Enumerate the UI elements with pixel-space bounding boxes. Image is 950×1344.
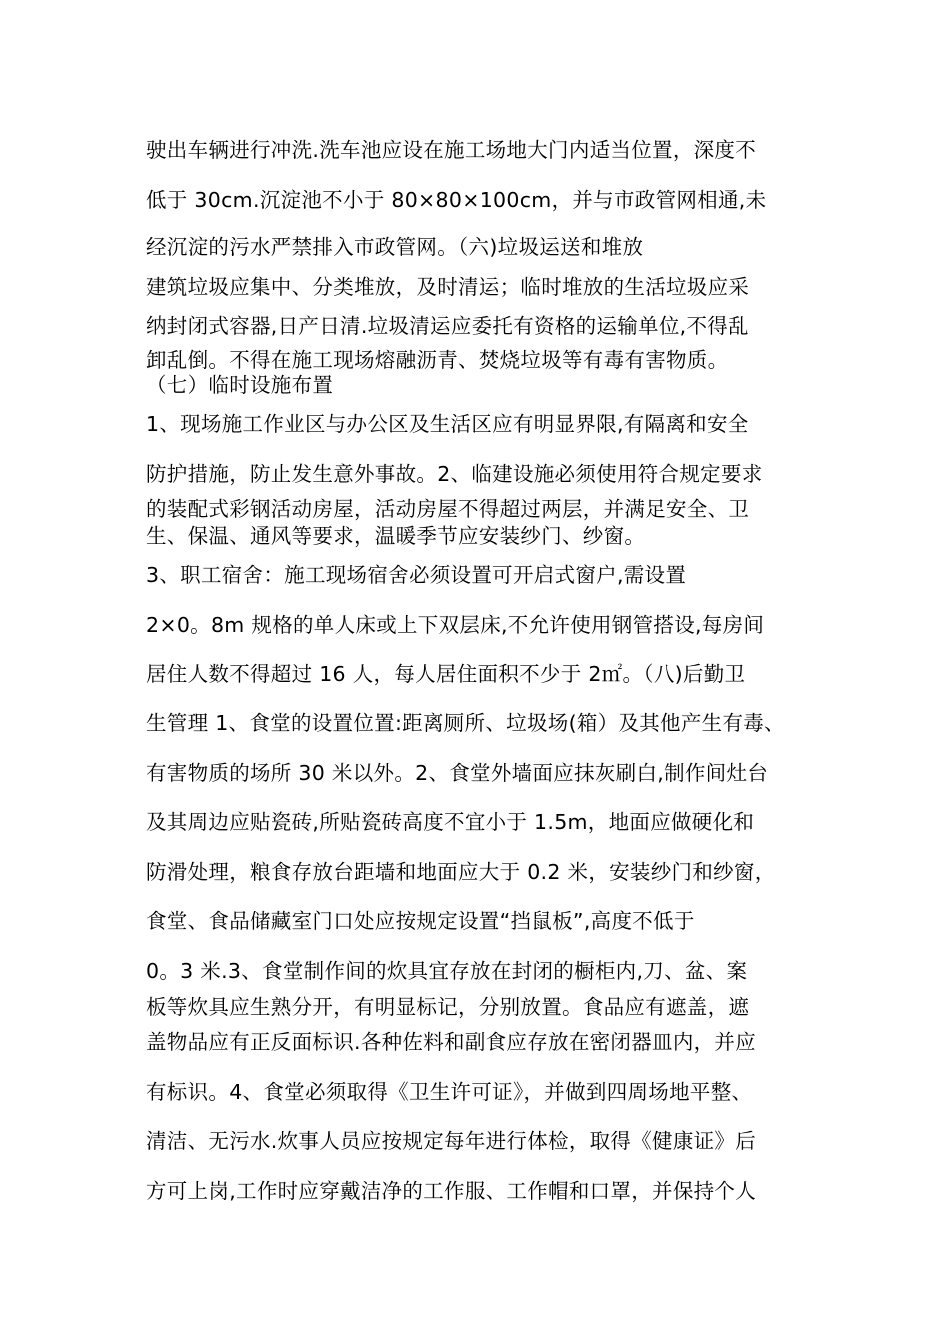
text-line: 板等炊具应生熟分开，有明显标记，分别放置。食品应有遮盖，遮: [146, 995, 750, 1019]
text-line: 防护措施，防止发生意外事故。2、临建设施必须使用符合规定要求: [146, 462, 763, 486]
text-line: 有害物质的场所 30 米以外。2、食堂外墙面应抹灰刷白,制作间灶台: [146, 761, 769, 785]
text-line: 生、保温、通风等要求，温暖季节应安装纱门、纱窗。: [146, 524, 646, 548]
text-line: 盖物品应有正反面标识.各种佐料和副食应存放在密闭器皿内，并应: [146, 1030, 757, 1054]
text-line: 纳封闭式容器,日产日清.垃圾清运应委托有资格的运输单位,不得乱: [146, 314, 749, 338]
text-line: 方可上岗,工作时应穿戴洁净的工作服、工作帽和口罩，并保持个人: [146, 1179, 757, 1203]
text-line: 食堂、食品储藏室门口处应按规定设置“挡鼠板”,高度不低于: [146, 909, 695, 933]
text-line: 居住人数不得超过 16 人，每人居住面积不少于 2㎡。（八)后勤卫: [146, 662, 746, 686]
text-line: 及其周边应贴瓷砖,所贴瓷砖高度不宜小于 1.5m，地面应做硬化和: [146, 810, 755, 834]
section-heading: （七）临时设施布置: [146, 373, 334, 397]
text-line: 1、现场施工作业区与办公区及生活区应有明显界限,有隔离和安全: [146, 412, 749, 436]
text-line: 2×0。8m 规格的单人床或上下双层床,不允许使用钢管搭设,每房间: [146, 613, 765, 637]
text-line: 的装配式彩钢活动房屋，活动房屋不得超过两层，并满足安全、卫: [146, 497, 750, 521]
text-line: 清洁、无污水.炊事人员应按规定每年进行体检，取得《健康证》后: [146, 1129, 757, 1153]
text-line: 3、职工宿舍：施工现场宿舍必须设置可开启式窗户,需设置: [146, 563, 687, 587]
text-line: 生管理 1、食堂的设置位置:距离厕所、垃圾场(箱）及其他产生有毒、: [146, 711, 785, 735]
text-line: 防滑处理，粮食存放台距墙和地面应大于 0.2 米，安装纱门和纱窗，: [146, 860, 776, 884]
text-line: 有标识。4、食堂必须取得《卫生许可证》，并做到四周场地平整、: [146, 1080, 753, 1104]
text-line: 经沉淀的污水严禁排入市政管网。（六)垃圾运送和堆放: [146, 235, 644, 259]
text-line: 卸乱倒。不得在施工现场熔融沥青、焚烧垃圾等有毒有害物质。: [146, 348, 729, 372]
text-line: 0。3 米.3、食堂制作间的炊具宜存放在封闭的橱柜内,刀、盆、案: [146, 959, 748, 983]
text-line: 驶出车辆进行冲洗.洗车池应设在施工场地大门内适当位置，深度不: [146, 138, 757, 162]
text-line: 低于 30cm.沉淀池不小于 80×80×100cm，并与市政管网相通,未: [146, 188, 767, 212]
text-line: 建筑垃圾应集中、分类堆放，及时清运；临时堆放的生活垃圾应采: [146, 275, 750, 299]
